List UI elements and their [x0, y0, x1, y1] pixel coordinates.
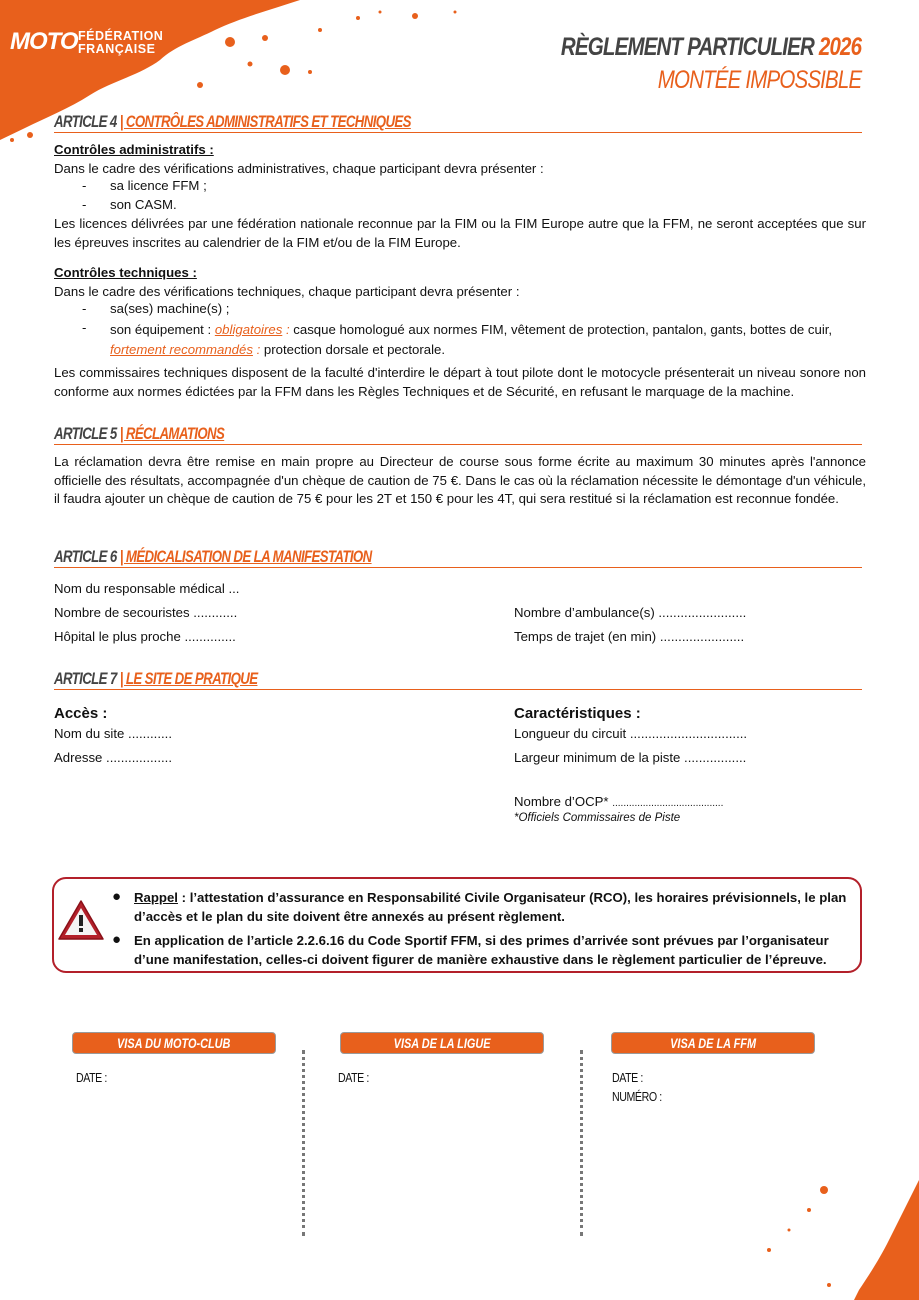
- tech-list: - sa(ses) machine(s) ; - son équipement : obligatoires : casque homologué aux normes FIM, vêtement de protection, pantalon, gants, bottes de cuir, fortement recommandés : protection dorsale et pectorale.: [0, 301, 900, 361]
- longueur-field[interactable]: Longueur du circuit ................................: [514, 726, 748, 741]
- warning-item-primes: En application de l’article 2.2.6.16 du Code Sportif FFM, si des primes d’arrivée sont prévues par l’organisateur d’une manifestation, celles-ci doivent figurer de manière exhaustive dans le règlement particulier de l’épreuve.: [134, 933, 829, 967]
- medical-responsable-field[interactable]: Nom du responsable médical ...: [54, 581, 240, 596]
- admin-section: [54, 141, 866, 178]
- admin-item: son CASM.: [110, 197, 177, 212]
- tech-item-equipment: son équipement : obligatoires : casque homologué aux normes FIM, vêtement de protection, pantalon, gants, bottes de cuir, fortement recommandés : protection dorsale et pectorale.: [110, 322, 833, 357]
- article-5-number: ARTICLE 5: [54, 424, 117, 443]
- hopital-field[interactable]: Hôpital le plus proche ..............: [54, 629, 236, 644]
- orange-splash-bottom-right: [749, 1180, 919, 1300]
- warning-item-rco: Rappel : l’attestation d’assurance en Responsabilité Civile Organisateur (RCO), les horaires prévisionnels, le plan d’accès et le plan du site doivent être annexés au présent règlement.: [134, 890, 847, 924]
- article-4-heading: [54, 112, 862, 133]
- visa-club-date[interactable]: DATE :: [76, 1071, 107, 1085]
- page-title: [561, 33, 861, 62]
- ocp-field[interactable]: Nombre d’OCP* ........................................: [514, 794, 724, 809]
- article-6-number: ARTICLE 6: [54, 547, 117, 566]
- article-5-heading: [54, 424, 862, 445]
- ocp-note: *Officiels Commissaires de Piste: [514, 812, 681, 824]
- caracteristiques-heading: Caractéristiques :: [514, 705, 641, 722]
- warning-box: ● Rappel : l’attestation d’assurance en Responsabilité Civile Organisateur (RCO), les horaires prévisionnels, le plan d’accès et le plan du site doivent être annexés au présent règlement. ● En application de l’article 2.2.6.16 du Code Sportif FFM, si des primes d’arrivée sont prévues par l’organisateur d’une manifestation, celles-ci doivent figurer de manière exhaustive dans le règlement particulier de l’épreuve.: [52, 877, 862, 973]
- warning-icon: [57, 899, 105, 941]
- acces-heading: Accès :: [54, 705, 108, 722]
- tech-heading: Contrôles techniques :: [54, 265, 197, 280]
- article-6-title: | MÉDICALISATION DE LA MANIFESTATION: [119, 547, 372, 566]
- article-4-number: ARTICLE 4: [54, 112, 117, 131]
- article-7-number: ARTICLE 7: [54, 669, 117, 688]
- licences-paragraph: Les licences délivrées par une fédération nationale reconnue par la FIM ou la FIM Europe autre que la FFM, ne seront acceptées que sur les épreuves inscrites au calendrier de la FIM et/ou de la FIM Europe.: [54, 216, 866, 250]
- article-6-heading: [54, 547, 862, 568]
- page-title-year: 2026: [818, 33, 861, 61]
- adresse-field[interactable]: Adresse ..................: [54, 750, 172, 765]
- logo-line-2: FRANÇAISE: [78, 42, 156, 56]
- visa-ligue-date[interactable]: DATE :: [338, 1071, 369, 1085]
- admin-list: - sa licence FFM ; - son CASM.: [82, 178, 207, 212]
- separator-1: [302, 1050, 305, 1236]
- separator-2: [580, 1050, 583, 1236]
- article-5-title: | RÉCLAMATIONS: [119, 424, 225, 443]
- obligatoires-link: obligatoires: [214, 322, 283, 337]
- visa-moto-club-label: VISA DU MOTO-CLUB: [72, 1032, 276, 1054]
- admin-intro: Dans le cadre des vérifications administratives, chaque participant devra présenter :: [54, 160, 544, 176]
- visa-ffm-date[interactable]: DATE :: [612, 1071, 643, 1085]
- orange-specks-top: [350, 0, 470, 25]
- visa-ffm-label: VISA DE LA FFM: [611, 1032, 815, 1054]
- article-4-title: | CONTRÔLES ADMINISTRATIFS ET TECHNIQUES: [119, 112, 411, 131]
- ambulances-field[interactable]: Nombre d’ambulance(s) ........................: [514, 605, 747, 620]
- reclamations-paragraph: La réclamation devra être remise en main propre au Directeur de course sous forme écrite au maximum 30 minutes après l'annonce officielle des résultats, accompagnée d'un chèque de caution de 75 €. Dans le cas où la réclamation nécessite le démontage d'un véhicule, il faudra ajouter un chèque de caution de 75 € pour les 2T et 150 € pour les 4T, qui sera restitué si la réclamation est reconnue fondée.: [54, 454, 866, 506]
- page-title-main: RÈGLEMENT PARTICULIER: [560, 33, 814, 61]
- nom-site-field[interactable]: Nom du site ............: [54, 726, 172, 741]
- secouristes-field[interactable]: Nombre de secouristes ............: [54, 605, 238, 620]
- tech-intro: Dans le cadre des vérifications techniques, chaque participant devra présenter :: [54, 283, 520, 299]
- page-subtitle: MONTÉE IMPOSSIBLE: [657, 66, 861, 94]
- tech-section: [54, 264, 866, 301]
- admin-heading: Contrôles administratifs :: [54, 142, 214, 157]
- visa-ffm-numero[interactable]: NUMÉRO :: [612, 1090, 662, 1104]
- logo-federation: [78, 30, 163, 56]
- visa-ligue-label: VISA DE LA LIGUE: [340, 1032, 544, 1054]
- recommandes-link: fortement recommandés: [110, 342, 253, 357]
- largeur-field[interactable]: Largeur minimum de la piste .................: [514, 750, 747, 765]
- admin-item: sa licence FFM ;: [110, 178, 207, 193]
- article-7-heading: [54, 669, 862, 690]
- logo-moto: MOTO: [10, 28, 78, 55]
- tech-item-machines: sa(ses) machine(s) ;: [110, 301, 230, 316]
- article-7-title: | LE SITE DE PRATIQUE: [119, 669, 258, 688]
- commissaires-paragraph: Les commissaires techniques disposent de la faculté d'interdire le départ à tout pilote dont le motocycle présenterait un niveau sonore non conforme aux normes édictées par la FFM dans les Règles Techniques et de Sécurité, en refusant le marquage de la machine.: [54, 365, 866, 399]
- trajet-field[interactable]: Temps de trajet (en min) .......................: [514, 629, 745, 644]
- logo-line-1: FÉDÉRATION: [78, 29, 164, 43]
